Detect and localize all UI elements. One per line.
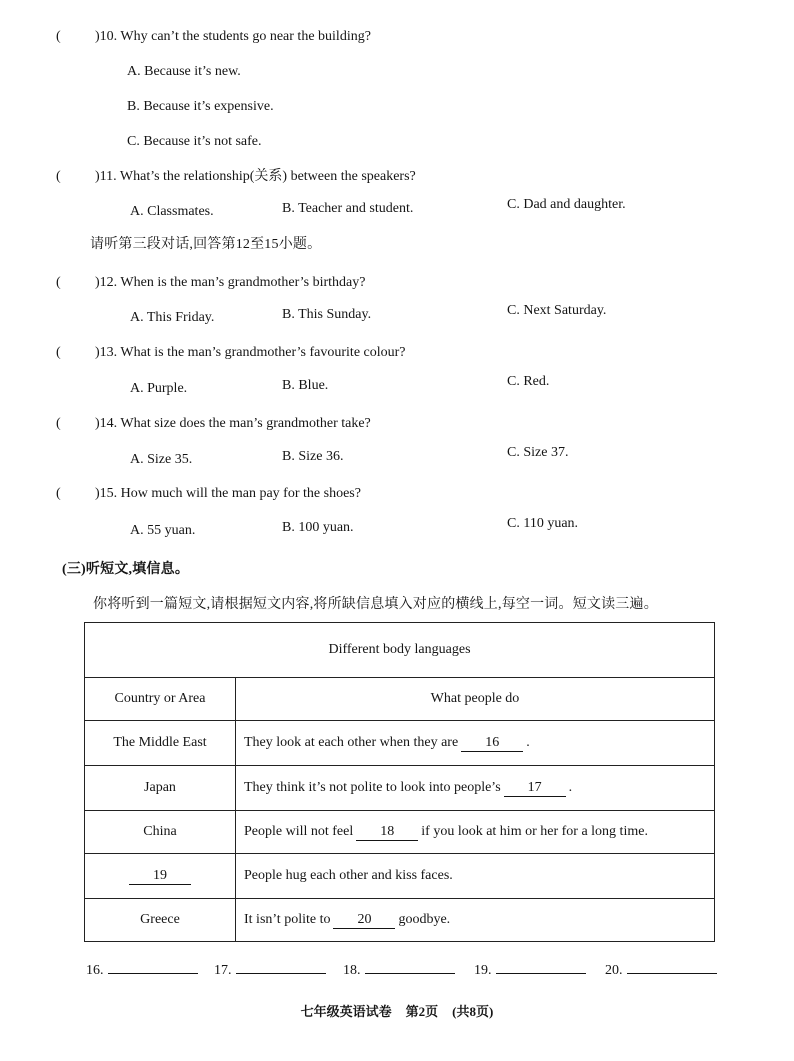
- question-12-option-a: A. This Friday.: [130, 310, 215, 325]
- table-row: [85, 854, 715, 899]
- answer-underline: [108, 959, 198, 974]
- question-11-stem: )11. What’s the relationship(关系) between the speakers?: [95, 169, 416, 184]
- answer-line-17: [214, 959, 326, 980]
- question-15-option-b: B. 100 yuan.: [282, 520, 354, 535]
- question-11-options: [0, 197, 794, 219]
- question-12-option-b: B. This Sunday.: [282, 307, 372, 322]
- question-13-options: [0, 374, 794, 396]
- question-14-stem: )14. What size does the man’s grandmother take?: [95, 416, 371, 431]
- answer-line-16: [86, 959, 198, 980]
- dialogue-3-instruction: 请听第三段对话,回答第12至15小题。: [90, 237, 322, 252]
- table-row: [85, 899, 715, 942]
- answer-line-19: [474, 959, 586, 980]
- country-cell: The Middle East: [85, 721, 236, 766]
- answer-label: 19.: [474, 963, 492, 978]
- answer-blank-18: 18: [356, 824, 418, 841]
- action-cell: [236, 766, 715, 811]
- action-text: It isn’t polite to: [244, 912, 331, 927]
- action-text-end: .: [526, 735, 530, 750]
- question-14-option-b: B. Size 36.: [282, 449, 344, 464]
- country-cell: Greece: [85, 899, 236, 942]
- question-14-bracket: (: [56, 416, 61, 431]
- answer-blank-16: 16: [461, 735, 523, 752]
- action-cell: [236, 899, 715, 942]
- question-11-option-a: A. Classmates.: [130, 204, 214, 219]
- answer-label: 18.: [343, 963, 361, 978]
- answer-underline: [496, 959, 586, 974]
- answer-underline: [236, 959, 326, 974]
- action-text: People will not feel: [244, 824, 354, 839]
- question-11-option-b: B. Teacher and student.: [282, 201, 414, 216]
- question-14-option-a: A. Size 35.: [130, 452, 193, 467]
- table-header-action: What people do: [236, 678, 715, 721]
- action-text-end: .: [568, 780, 573, 795]
- action-cell: [236, 721, 715, 766]
- section-3-heading: (三)听短文,填信息。: [62, 562, 190, 577]
- footer-page-number: 第2页: [405, 1004, 439, 1019]
- question-13-option-a: A. Purple.: [130, 381, 188, 396]
- table-title: Different body languages: [85, 623, 715, 678]
- answer-blank-17: 17: [504, 780, 566, 797]
- answer-label: 20.: [605, 963, 623, 978]
- table-row: [85, 766, 715, 811]
- question-15-stem: )15. How much will the man pay for the shoes?: [95, 486, 361, 501]
- footer-total-pages: (共8页): [452, 1004, 494, 1019]
- question-10-bracket: (: [56, 29, 61, 44]
- action-text-end: if you look at him or her for a long time.: [421, 824, 648, 839]
- country-cell: [85, 854, 236, 899]
- question-12-stem: )12. When is the man’s grandmother’s birthday?: [95, 275, 366, 290]
- question-15-option-c: C. 110 yuan.: [507, 516, 579, 531]
- answer-line-20: [605, 959, 717, 980]
- question-13-bracket: (: [56, 345, 61, 360]
- answer-label: 17.: [214, 963, 232, 978]
- answer-blank-19: 19: [129, 868, 191, 885]
- question-10-option-c: C. Because it’s not safe.: [127, 134, 262, 149]
- country-cell: Japan: [85, 766, 236, 811]
- section-3-instruction: 你将听到一篇短文,请根据短文内容,将所缺信息填入对应的横线上,每空一词。短文读三遍。: [93, 597, 658, 612]
- action-text: They look at each other when they are: [244, 735, 459, 750]
- answer-blank-20: 20: [333, 912, 395, 929]
- answer-underline: [627, 959, 717, 974]
- question-13-option-c: C. Red.: [507, 374, 550, 389]
- question-14-options: [0, 445, 794, 467]
- question-10-stem: )10. Why can’t the students go near the building?: [95, 29, 371, 44]
- answer-line-18: [343, 959, 455, 980]
- action-text-end: goodbye.: [398, 912, 451, 927]
- footer-title: 七年级英语试卷: [300, 1004, 392, 1019]
- action-cell: People hug each other and kiss faces.: [236, 854, 715, 899]
- question-15-option-a: A. 55 yuan.: [130, 523, 196, 538]
- table-header-country: Country or Area: [85, 678, 236, 721]
- question-10-option-b: B. Because it’s expensive.: [127, 99, 274, 114]
- answer-underline: [365, 959, 455, 974]
- question-12-option-c: C. Next Saturday.: [507, 303, 607, 318]
- question-14-option-c: C. Size 37.: [507, 445, 569, 460]
- question-15-bracket: (: [56, 486, 61, 501]
- question-13-stem: )13. What is the man’s grandmother’s favourite colour?: [95, 345, 406, 360]
- question-12-bracket: (: [56, 275, 61, 290]
- question-10-option-a: A. Because it’s new.: [127, 64, 241, 79]
- table-row: [85, 721, 715, 766]
- country-cell: China: [85, 811, 236, 854]
- action-text: They think it’s not polite to look into people’s: [244, 780, 501, 795]
- page-footer: [0, 1003, 794, 1021]
- table-row: [85, 811, 715, 854]
- info-table: [84, 622, 715, 942]
- answer-label: 16.: [86, 963, 104, 978]
- question-15-options: [0, 516, 794, 538]
- question-13-option-b: B. Blue.: [282, 378, 329, 393]
- question-11-bracket: (: [56, 169, 61, 184]
- action-cell: [236, 811, 715, 854]
- question-11-option-c: C. Dad and daughter.: [507, 197, 626, 212]
- question-12-options: [0, 303, 794, 325]
